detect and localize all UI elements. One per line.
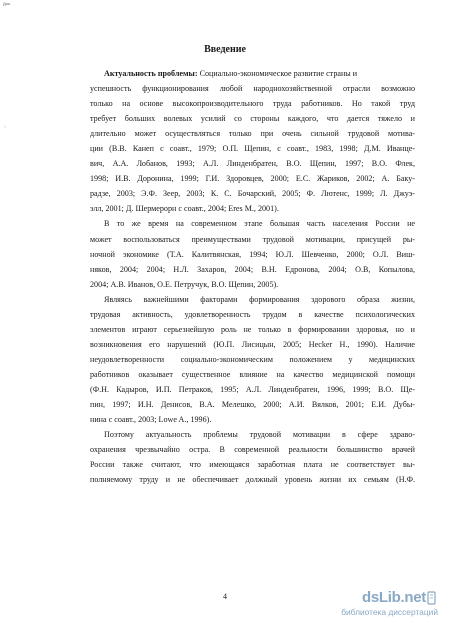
document-body bbox=[90, 66, 415, 487]
text-line: России также считают, что имеющаяся заработная плата не соответствует вы- bbox=[90, 460, 415, 470]
text-line: длительно может осуществляться только при очень сильной трудовой мотива- bbox=[90, 129, 415, 139]
text-line: полняемому труду и не обеспечивает должный уровень жизни их семьям (Н.Ф. bbox=[90, 475, 415, 485]
paragraph-therefore bbox=[90, 427, 415, 487]
text-line: няков, 2004; 2004; Н.Л. Захаров, 2004; В.Н. Едронова, 2004; О.В, Копылова, bbox=[90, 264, 415, 274]
text-line: (Ф.Н. Кадыров, И.П. Петраков, 1995; А.Л. Линденбратен, 1996, 1999; В.О. Ще- bbox=[90, 384, 415, 394]
dslib-caption: библиотека диссертаций bbox=[341, 607, 438, 617]
lead-label: Актуальность проблемы: bbox=[104, 69, 198, 78]
text-line: возникновения его нарушений (Ю.П. Лисицын, 2005; Hecker H., 1990). Наличие bbox=[90, 339, 415, 349]
text-line: В то же время на современном этапе большая часть населения России не bbox=[104, 219, 415, 229]
text-line: трудовая активность, удовлетворенность трудом в качестве психологических bbox=[90, 309, 415, 319]
text-line: нина с соавт., 2003; Lowe A., 1996). bbox=[90, 415, 212, 425]
text-line: вич, А.А. Лобанов, 1993; А.Л. Линденбратен, В.О. Щепин, 1997; В.О. Флек, bbox=[90, 159, 415, 169]
text-line: Поэтому актуальность проблемы трудовой мотивации в сфере здраво- bbox=[104, 430, 415, 440]
text-line: охранения чрезвычайно остра. В современной реальности большинство врачей bbox=[90, 445, 415, 455]
paragraph-russia bbox=[90, 216, 415, 291]
dslib-logo-text: dsLib.net bbox=[362, 589, 426, 606]
text-line: работников оказывает существенное влияние на качество медицинской помощи bbox=[90, 369, 415, 379]
text-line bbox=[90, 66, 415, 81]
margin-tick: '· bbox=[4, 126, 7, 131]
text-fragment: Социально-экономическое развитие страны и bbox=[197, 69, 358, 78]
text-line: Являясь важнейшими факторами формирования здорового образа жизни, bbox=[104, 294, 415, 304]
text-line: пин, 1997; И.Н. Денисов, В.А. Мелешко, 2000; А.И. Вялков, 2001; Е.И. Дубы- bbox=[90, 400, 415, 410]
page-title: Введение bbox=[204, 44, 246, 55]
paragraph-factors bbox=[90, 292, 415, 427]
text-line: ции (В.В. Канеп с соавт., 1979; О.П. Щепин, с соавт., 1983, 1998; Д.М. Иванце- bbox=[90, 144, 415, 154]
text-line: может воспользоваться преимуществами трудовой мотивации, присущей ры- bbox=[90, 234, 415, 244]
corner-mark: Док. bbox=[3, 1, 11, 6]
text-line: требует больших волевых усилий со стороны каждого, что дается тяжело и bbox=[90, 114, 415, 124]
text-line: неудовлетворенности социально-экономическим положением у медицинских bbox=[90, 354, 415, 364]
text-line: 2004; А.В. Иванов, О.Е. Петручук, В.О. Щепин, 2005). bbox=[90, 279, 279, 289]
text-line: элл, 2001; Д. Шермерорн с соавт., 2004; Eres M., 2001). bbox=[90, 204, 279, 214]
text-line: успешность функционирования любой народнохозяйственной отрасли возможно bbox=[90, 84, 415, 94]
dslib-watermark bbox=[298, 589, 438, 619]
text-line: 1998; И.В. Доронина, 1999; Г.И. Здоровцев, 2000; Е.С. Жариков, 2002; А. Баку- bbox=[90, 174, 415, 184]
paragraph-relevance bbox=[90, 66, 415, 216]
text-line: радзе, 2003; Э.Ф. Зеер, 2003; К. С. Бочарский, 2005; Ф. Лютенс, 1999; Л. Джуэ- bbox=[90, 189, 415, 199]
text-line: ночной экономике (Т.А. Калитвянская, 1994; Ю.Л. Шевченко, 2000; О.Л. Виш- bbox=[90, 249, 415, 259]
text-line: только на основе высокопроизводительного труда работников. Но такой труд bbox=[90, 99, 415, 109]
page-number: 4 bbox=[223, 592, 227, 601]
text-line: элементов играют серьезнейшую роль не только в формировании здоровья, но и bbox=[90, 324, 415, 334]
